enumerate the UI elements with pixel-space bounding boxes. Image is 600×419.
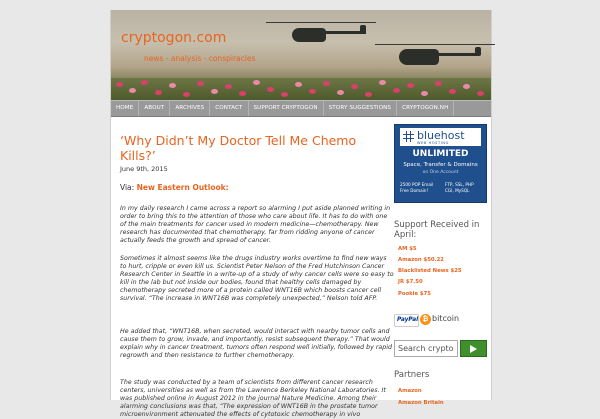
ad-subheadline: Space, Transfer & Domains: [403, 162, 478, 168]
ad-subheadline-2: on One Account: [422, 170, 459, 175]
ad-feature: 2500 POP Email: [400, 182, 434, 187]
support-item[interactable]: JR $7.50: [398, 279, 423, 285]
nav-item-cryptogon-nh[interactable]: CRYPTOGON.NH: [397, 101, 454, 116]
partners-heading: Partners: [394, 370, 430, 380]
post-content: [120, 133, 395, 419]
paypal-button[interactable]: [394, 314, 419, 327]
via-label: Via:: [120, 183, 135, 192]
nav-item-story-suggestions[interactable]: STORY SUGGESTIONS: [324, 101, 397, 116]
via-line: [120, 183, 229, 192]
site-tagline: news - analysis - conspiracies: [144, 54, 256, 63]
ad-brand-sub: WEB HOSTING: [417, 141, 449, 145]
bluehost-ad-banner[interactable]: [394, 124, 487, 203]
post-title-link[interactable]: ‘Why Didn’t My Doctor Tell Me Chemo Kills?’: [120, 133, 357, 163]
ad-features-left: [400, 182, 433, 194]
site-title-link[interactable]: cryptogon.com: [121, 30, 227, 46]
support-item[interactable]: Pookie $75: [398, 291, 431, 297]
post-date: June 9th, 2015: [120, 165, 168, 173]
ad-feature: CGI, MySQL: [445, 188, 470, 193]
paypal-logo: PayPal: [397, 317, 419, 323]
nav-item-contact[interactable]: CONTACT: [210, 101, 248, 116]
ad-feature: FTP, SSL, PHP: [445, 182, 474, 187]
bitcoin-icon[interactable]: ₿: [420, 314, 431, 325]
header-banner: [111, 10, 491, 100]
nav-item-archives[interactable]: ARCHIVES: [170, 101, 210, 116]
payment-badges: [394, 310, 488, 328]
post-paragraph: He added that, “WNT16B, when secreted, would interact with nearby tumor cells and cause them to grow, invade, and importantly, resist subsequent therapy.” That would explain why in cancer treatment, tumors often respond well initially, followed by rapid regrowth and then resistance to further chemotherapy.: [120, 328, 393, 360]
main-nav: [111, 100, 491, 117]
ad-feature: Free Domain!: [400, 188, 429, 193]
arrow-right-icon: [470, 345, 477, 353]
bitcoin-label[interactable]: bitcoin: [432, 314, 460, 323]
search-button[interactable]: [460, 340, 487, 357]
grid-icon: [403, 131, 414, 142]
partner-item[interactable]: Amazon Britain: [398, 400, 444, 406]
partner-item[interactable]: Amazon: [398, 388, 422, 394]
post-paragraph: In my daily research I came across a report so alarming I put aside planned writing in order to bring this to the attention of those who care about life. It has to do with one of the main treatments for cancer used in modern medicine—chemotherapy. New research has documented that chemotherapy, far from ridding anyone of cancer actually feeds the growth and spread of cancer.: [120, 205, 391, 245]
nav-item-home[interactable]: HOME: [111, 101, 139, 116]
post-paragraph: Sometimes it almost seems like the drugs industry works overtime to find new ways to hurt, cripple or even kill us. Scientist Peter Nelson of the Fred Hutchinson Cancer Research Center in Seattle in a write-up of a study of why cancer cells were so easy to kill in the lab but not inside our bodies, found that healthy cells damaged by chemotherapy secreted more of a protein called WNT16B which boosts cancer cell survival. “The increase in WNT16B was completely unexpected,” Nelson told AFP.: [120, 255, 394, 303]
post-paragraph: The study was conducted by a team of scientists from different cancer research centers, universities as well as from the Lawrence Berkeley National Laboratories. It was published online in August 2012 in the journal Nature Medicine. Among their alarming conclusions was that, “The expression of WNT16B in the prostate tumor microenvironment attenuated the effects of cytotoxic chemotherapy in vivo: [120, 379, 386, 419]
support-item[interactable]: Blacklisted News $25: [398, 268, 462, 274]
ad-headline: UNLIMITED: [412, 149, 469, 159]
nav-item-support-cryptogon[interactable]: SUPPORT CRYPTOGON: [249, 101, 324, 116]
bluehost-logo: [400, 128, 481, 146]
ad-features-right: [445, 182, 474, 194]
via-source-link[interactable]: New Eastern Outlook:: [136, 183, 229, 192]
page-container: [110, 10, 492, 419]
nav-item-about[interactable]: ABOUT: [139, 101, 170, 116]
search-input[interactable]: [394, 340, 458, 357]
poppy-field-image: [111, 78, 491, 100]
support-heading: Support Received in April:: [394, 220, 480, 240]
ad-brand: bluehost: [417, 129, 465, 142]
support-item[interactable]: Amazon $50.22: [398, 257, 444, 263]
support-item[interactable]: AM $5: [398, 246, 417, 252]
